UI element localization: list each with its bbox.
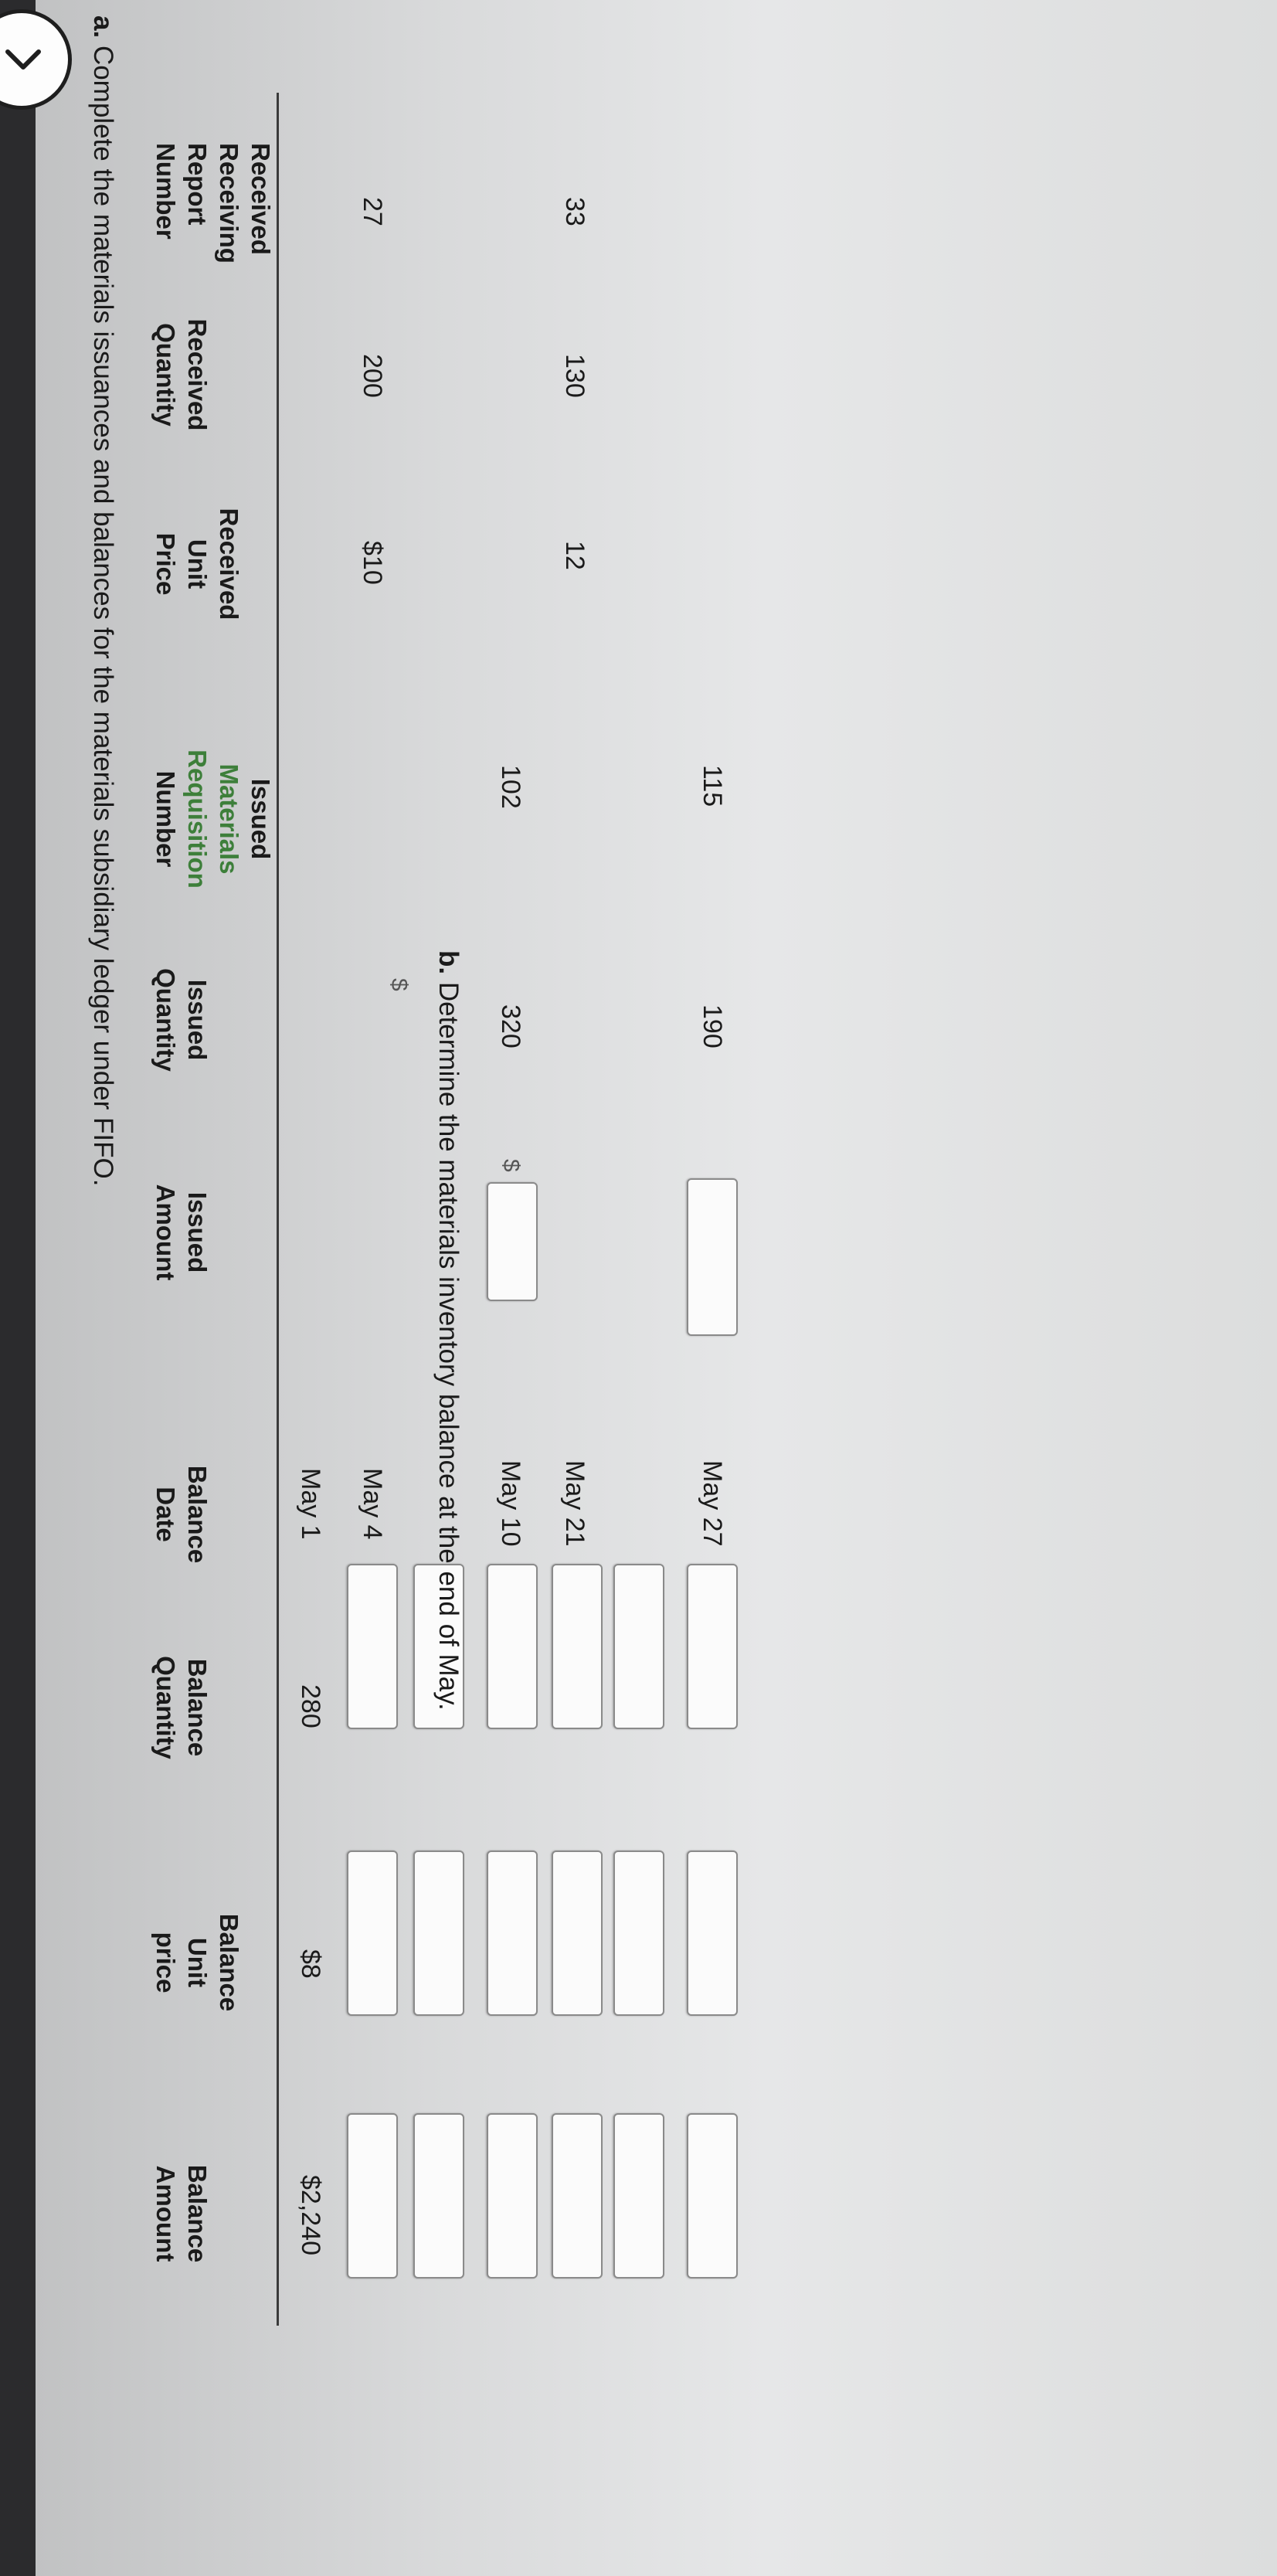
header-balance-unit-price (150, 1901, 245, 2024)
header-line: Date (151, 1487, 180, 1542)
header-line: Balance (183, 1465, 212, 1564)
row4-balance-date: May 21 (560, 1460, 589, 1547)
row4-balance-amount-input[interactable] (552, 2113, 603, 2279)
row4b-balance-amount-input[interactable] (613, 2113, 664, 2279)
row4-balance-quantity-input[interactable] (552, 1564, 603, 1729)
row2b-balance-unit-price-input[interactable] (413, 1850, 464, 2016)
row5-balance-quantity-input[interactable] (687, 1564, 738, 1729)
row3-issued-quantity: 320 (496, 1004, 525, 1048)
header-issued-amount (150, 1163, 213, 1302)
row4b-balance-unit-price-input[interactable] (613, 1850, 664, 2016)
header-line: Requisition (183, 749, 212, 889)
row5-balance-date: May 27 (698, 1460, 727, 1547)
next-button[interactable] (0, 9, 72, 110)
header-line: Balance (183, 2164, 212, 2263)
header-line: Balance (215, 1913, 243, 2012)
header-received-quantity (150, 305, 213, 444)
header-received-receiving-report-number (150, 143, 277, 274)
row2-balance-unit-price-input[interactable] (347, 1850, 398, 2016)
row3-issued-amount-prefix: $ (498, 1159, 524, 1172)
header-divider (277, 93, 279, 2326)
row3-balance-amount-input[interactable] (487, 2113, 538, 2279)
header-line: Number (151, 143, 180, 240)
header-line: Received (215, 508, 243, 620)
row1-balance-quantity: 280 (296, 1684, 325, 1728)
header-line: Unit (183, 539, 212, 590)
header-line: Issued (183, 979, 212, 1061)
row3-balance-unit-price-input[interactable] (487, 1850, 538, 2016)
header-line: Received (246, 143, 275, 255)
row5-balance-amount-input[interactable] (687, 2113, 738, 2279)
row2-balance-quantity-input[interactable] (347, 1564, 398, 1729)
header-line: price (151, 1932, 180, 1993)
header-issued-quantity (150, 950, 213, 1089)
part-a-text: Complete the materials issuances and balances for the materials subsidiary ledger under FIFO. (88, 45, 118, 1187)
row2-balance-amount-input[interactable] (347, 2113, 398, 2279)
row2-received-unit-price: $10 (358, 541, 387, 585)
part-b-instruction (433, 950, 464, 1711)
row4-balance-unit-price-input[interactable] (552, 1850, 603, 2016)
chevron-right-icon (0, 36, 46, 83)
row2-balance-date: May 4 (358, 1468, 387, 1540)
part-b-dollar: $ (386, 978, 412, 991)
header-line: Received (183, 318, 212, 431)
row3-issued-amount-input[interactable] (487, 1182, 538, 1301)
row1-balance-amount: $2,240 (296, 2175, 325, 2255)
header-balance-quantity (150, 1638, 213, 1777)
header-line: Materials (215, 763, 243, 875)
header-line: Issued (246, 778, 275, 860)
header-line: Amount (151, 2165, 180, 2262)
part-a-label: a. (88, 15, 118, 39)
row4-received-unit-price: 12 (560, 541, 589, 570)
row5-issued-quantity: 190 (698, 1004, 727, 1048)
row2b-balance-amount-input[interactable] (413, 2113, 464, 2279)
header-balance-amount (150, 2144, 213, 2283)
top-toolbar (0, 0, 36, 2576)
header-line: Price (151, 532, 180, 596)
header-received-unit-price (150, 494, 245, 634)
header-line: Report (183, 143, 212, 226)
header-line: Balance (183, 1658, 212, 1757)
header-balance-date (150, 1453, 213, 1576)
row3-balance-quantity-input[interactable] (487, 1564, 538, 1729)
part-a-instruction (87, 15, 118, 1186)
row1-balance-date: May 1 (296, 1468, 325, 1540)
row1-balance-unit-price: $8 (296, 1949, 325, 1979)
part-b-label: b. (433, 950, 464, 975)
header-line: Issued (183, 1191, 212, 1273)
row5-requisition-number: 115 (698, 765, 727, 807)
row3-balance-date: May 10 (496, 1460, 525, 1547)
row4-received-quantity: 130 (560, 354, 589, 398)
row2-received-quantity: 200 (358, 354, 387, 398)
header-line: Unit (183, 1937, 212, 1988)
row4-receiving-number: 33 (560, 197, 589, 226)
row5-balance-unit-price-input[interactable] (687, 1850, 738, 2016)
header-issued-materials-requisition-number (150, 742, 277, 896)
header-line: Number (151, 770, 180, 868)
row3-requisition-number: 102 (496, 765, 525, 809)
row4b-balance-quantity-input[interactable] (613, 1564, 664, 1729)
row5-issued-amount-input[interactable] (687, 1178, 738, 1336)
header-line: Amount (151, 1184, 180, 1281)
header-line: Quantity (151, 968, 180, 1072)
header-line: Quantity (151, 1656, 180, 1759)
header-line: Receiving (215, 143, 243, 263)
part-b-text: Determine the materials inventory balance at the end of May. (433, 981, 464, 1711)
header-line: Quantity (151, 323, 180, 427)
row2-receiving-number: 27 (358, 197, 387, 226)
